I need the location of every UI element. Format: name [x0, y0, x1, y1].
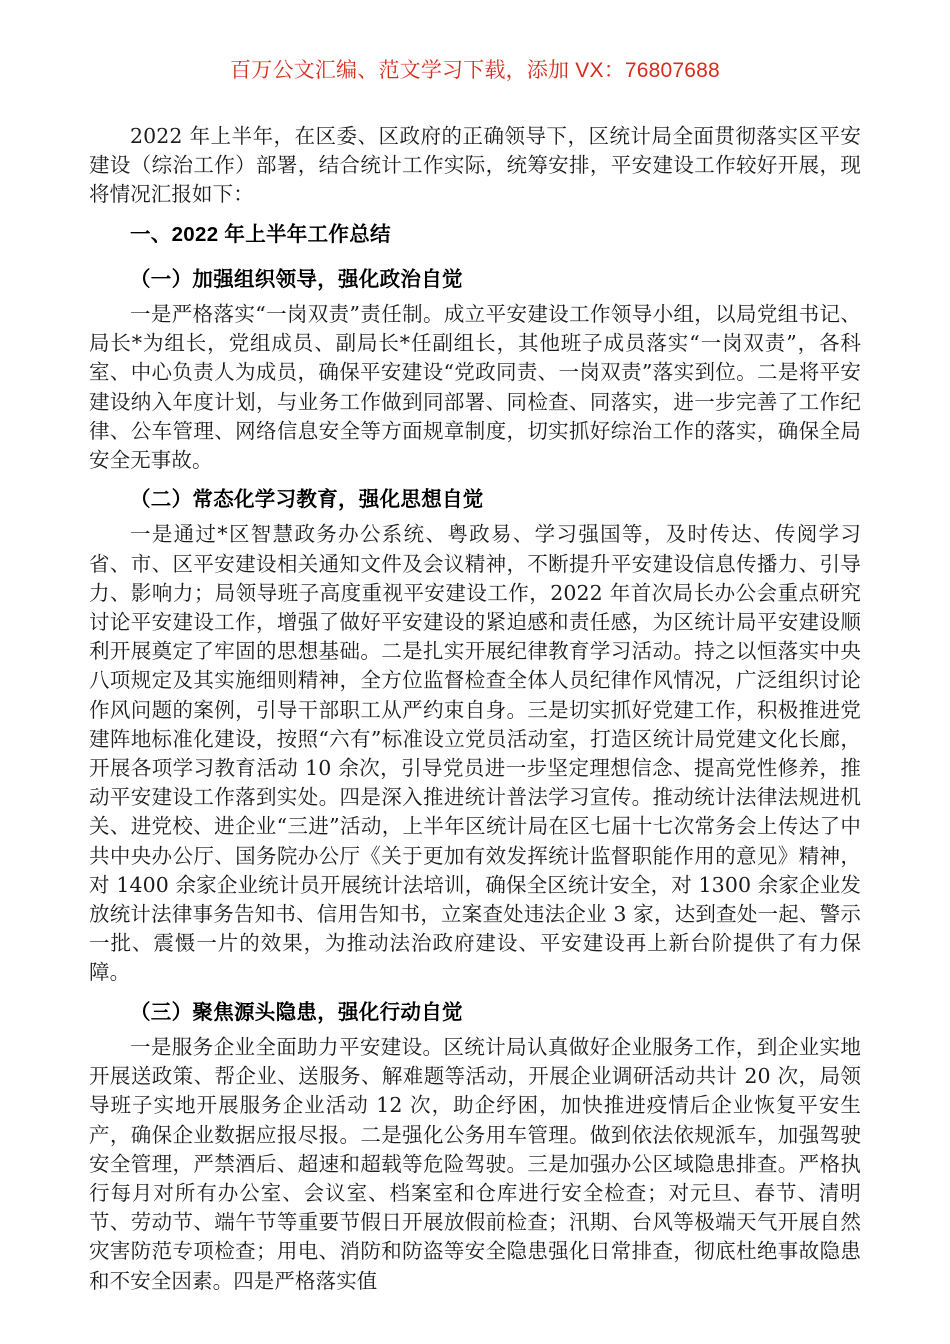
- heading-spacer: [89, 475, 861, 485]
- paragraph-subsection-2-body: 一是通过*区智慧政务办公系统、粤政易、学习强国等，及时传达、传阅学习省、市、区平安建设相关通知文件及会议精神，不断提升平安建设信息传播力、引导力、影响力；局领导班子高度重视平安建设工作，2022 年首次局长办公会重点研究讨论平安建设工作，增强了做好平安建设的紧迫感和责任感，为区统计局平安建设顺利开展奠定了牢固的思想基础。二是扎实开展纪律教育学习活动。持之以恒落实中央八项规定及其实施细则精神，全方位监督检查全体人员纪律作风情况，广泛组织讨论作风问题的案例，引导干部职工从严约束自身。三是切实抓好党建工作，积极推进党建阵地标准化建设，按照“六有”标准设立党员活动室，打造区统计局党建文化长廊，开展各项学习教育活动 10 余次，引导党员进一步坚定理想信念、提高党性修养，推动平安建设工作落到实处。四是深入推进统计普法学习宣传。推动统计法律法规进机关、进党校、进企业“三进”活动，上半年区统计局在区七届十七次常务会上传达了中共中央办公厅、国务院办公厅《关于更加有效发挥统计监督职能作用的意见》精神，对 1400 余家企业统计员开展统计法培训，确保全区统计安全，对 1300 余家企业发放统计法律事务告知书、信用告知书，立案查处违法企业 3 家，达到查处一起、警示一批、震慑一片的效果，为推动法治政府建设、平安建设再上新台阶提供了有力保障。: [89, 522, 861, 985]
- intro-paragraph: 2022 年上半年，在区委、区政府的正确领导下，区统计局全面贯彻落实区平安建设（综治工作）部署，结合统计工作实际，统筹安排，平安建设工作较好开展，现将情况汇报如下：: [89, 124, 861, 207]
- paragraph-subsection-3-body: 一是服务企业全面助力平安建设。区统计局认真做好企业服务工作，到企业实地开展送政策、帮企业、送服务、解难题等活动，开展企业调研活动共计 20 次，局领导班子实地开展服务企业活动 12 次，助企纾困，加快推进疫情后企业恢复平安生产，确保企业数据应报尽报。二是强化公务用车管理。做到依法依规派车，加强驾驶安全管理，严禁酒后、超速和超载等危险驾驶。三是加强办公区域隐患排查。严格执行每月对所有办公室、会议室、档案室和仓库进行安全检查；对元旦、春节、清明节、劳动节、端午节等重要节假日开展放假前检查；汛期、台风等极端天气开展自然灾害防范专项检查；用电、消防和防盗等安全隐患强化日常排查，彻底杜绝事故隐患和不安全因素。四是严格落实值: [89, 1034, 861, 1293]
- document-body: [89, 122, 861, 1296]
- heading-subsection-3: （三）聚焦源头隐患，强化行动自觉: [130, 1000, 463, 1024]
- paragraph-subsection-1-body: 一是严格落实“一岗双责”责任制。成立平安建设工作领导小组，以局党组书记、局长*为组长，党组成员、副局长*任副组长，其他班子成员落实“一岗双责”，各科室、中心负责人为成员，确保平安建设“党政同责、一岗双责”落实到位。二是将平安建设纳入年度计划，与业务工作做到同部署、同检查、同落实，进一步完善了工作纪律、公车管理、网络信息安全等方面规章制度，切实抓好综治工作的落实，确保全局安全无事故。: [89, 302, 861, 473]
- heading-section-one: 一、2022 年上半年工作总结: [130, 222, 391, 246]
- promo-watermark-header: 百万公文汇编、范文学习下载，添加 VX：76807688: [230, 59, 720, 82]
- heading-spacer: [89, 255, 861, 265]
- heading-subsection-1: （一）加强组织领导，强化政治自觉: [130, 267, 463, 291]
- heading-spacer: [89, 988, 861, 998]
- heading-spacer: [89, 210, 861, 220]
- heading-subsection-2: （二）常态化学习教育，强化思想自觉: [130, 488, 484, 512]
